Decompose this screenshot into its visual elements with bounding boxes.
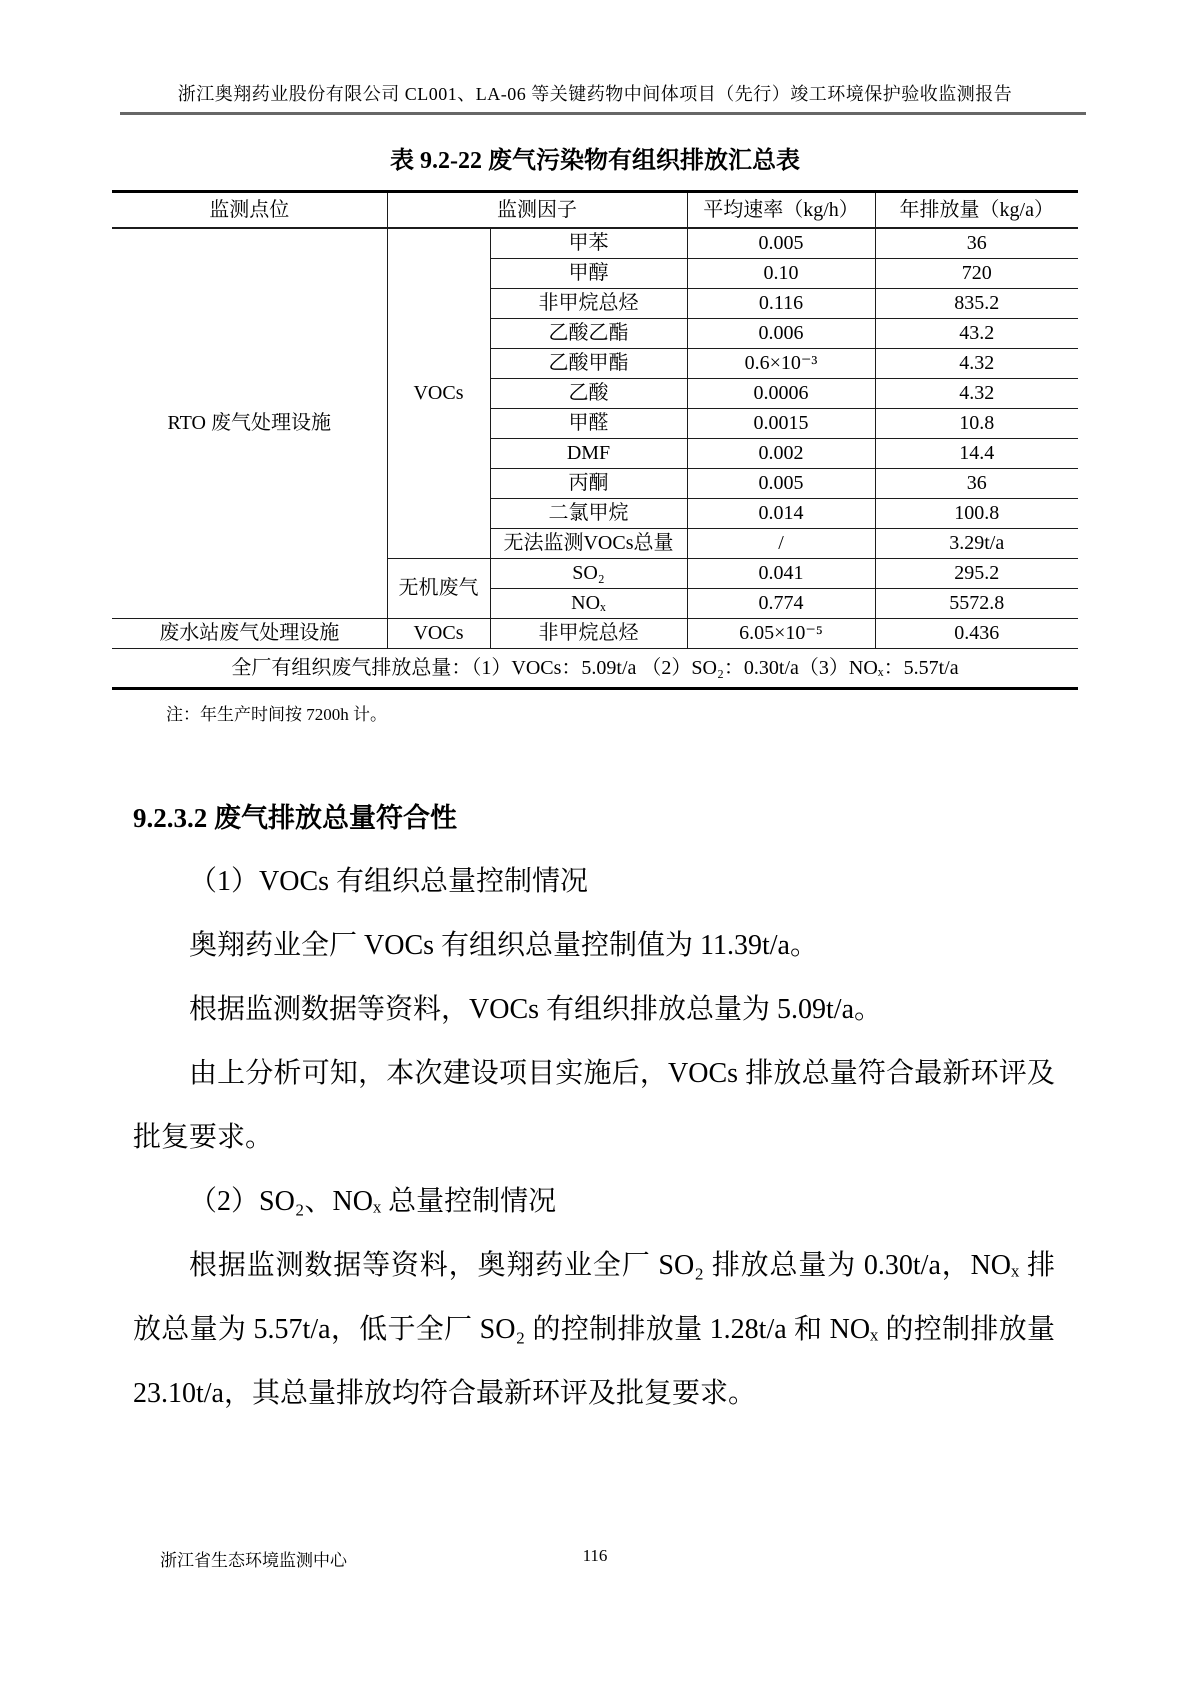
emissions-table [112,190,1078,690]
rate-cell: 0.0006 [687,379,875,409]
rate-cell: 0.6×10⁻³ [687,349,875,379]
table-note: 注：年生产时间按 7200h 计。 [166,705,387,724]
factor-cell: 二氯甲烷 [490,499,687,529]
emissions-table-wrapper [112,190,1078,690]
section-9232 [133,796,1055,1426]
annual-cell: 3.29t/a [875,529,1078,559]
rate-cell: 0.014 [687,499,875,529]
factor-cell: DMF [490,439,687,469]
factor-cell: 乙酸 [490,379,687,409]
factor-cell: SO₂ [490,559,687,589]
annual-cell: 10.8 [875,409,1078,439]
factor-cell: 非甲烷总烃 [490,619,687,649]
factor-cell: 甲醇 [490,259,687,289]
page-header-rule [120,112,1086,115]
factor-cell: 非甲烷总烃 [490,289,687,319]
rate-cell: 0.0015 [687,409,875,439]
factor-cell: 丙酮 [490,469,687,499]
col-header-rate: 平均速率（kg/h） [687,192,875,229]
annual-cell: 720 [875,259,1078,289]
paragraph: 奥翔药业全厂 VOCs 有组织总量控制值为 11.39t/a。 [189,930,818,961]
table-total-row [112,649,1078,689]
paragraph: 由上分析可知，本次建设项目实施后，VOCs 排放总量符合最新环评及批复要求。 [133,1058,1055,1153]
factor-cell: 无法监测VOCs总量 [490,529,687,559]
factor-cell: 甲醛 [490,409,687,439]
rate-cell: 0.774 [687,589,875,619]
category-cell: VOCs [387,228,490,559]
annual-cell: 14.4 [875,439,1078,469]
section-heading: 9.2.3.2 废气排放总量符合性 [133,803,457,833]
rate-cell: 0.005 [687,228,875,259]
annual-cell: 4.32 [875,349,1078,379]
paragraph: （1）VOCs 有组织总量控制情况 [189,866,589,897]
total-row-cell: 全厂有组织废气排放总量：（1）VOCs：5.09t/a （2）SO₂：0.30t/a（3）NOₓ：5.57t/a [112,649,1078,689]
annual-cell: 0.436 [875,619,1078,649]
table-row [112,228,1078,259]
rate-cell: 0.002 [687,439,875,469]
annual-cell: 36 [875,228,1078,259]
factor-cell: 甲苯 [490,228,687,259]
annual-cell: 835.2 [875,289,1078,319]
table-title: 表 9.2-22 废气污染物有组织排放汇总表 [390,148,800,174]
paragraph: 根据监测数据等资料，VOCs 有组织排放总量为 5.09t/a。 [189,994,883,1025]
col-header-annual: 年排放量（kg/a） [875,192,1078,229]
category-cell: 无机废气 [387,559,490,619]
annual-cell: 295.2 [875,559,1078,589]
col-header-factor: 监测因子 [387,192,687,229]
annual-cell: 36 [875,469,1078,499]
table-header-row [112,192,1078,229]
factor-cell: NOₓ [490,589,687,619]
footer-page-number: 116 [582,1546,608,1565]
rate-cell: 0.116 [687,289,875,319]
annual-cell: 5572.8 [875,589,1078,619]
category-cell: VOCs [387,619,490,649]
rate-cell: 6.05×10⁻⁵ [687,619,875,649]
site-cell: RTO 废气处理设施 [112,228,387,619]
rate-cell: 0.006 [687,319,875,349]
factor-cell: 乙酸甲酯 [490,349,687,379]
rate-cell: 0.005 [687,469,875,499]
footer-org: 浙江省生态环境监测中心 [160,1551,347,1570]
rate-cell: 0.041 [687,559,875,589]
col-header-site: 监测点位 [112,192,387,229]
site-cell: 废水站废气处理设施 [112,619,387,649]
page-header-title: 浙江奥翔药业股份有限公司 CL001、LA-06 等关键药物中间体项目（先行）竣工环境保护验收监测报告 [177,84,1013,104]
paragraph: 根据监测数据等资料，奥翔药业全厂 SO₂ 排放总量为 0.30t/a，NOₓ 排放总量为 5.57t/a，低于全厂 SO₂ 的控制排放量 1.28t/a 和 NOₓ 的控制排放量 23.10t/a，其总量排放均符合最新环评及批复要求。 [133,1250,1055,1409]
annual-cell: 100.8 [875,499,1078,529]
factor-cell: 乙酸乙酯 [490,319,687,349]
rate-cell: / [687,529,875,559]
rate-cell: 0.10 [687,259,875,289]
paragraph: （2）SO₂、NOₓ 总量控制情况 [189,1186,557,1217]
table-row [112,619,1078,649]
annual-cell: 43.2 [875,319,1078,349]
annual-cell: 4.32 [875,379,1078,409]
